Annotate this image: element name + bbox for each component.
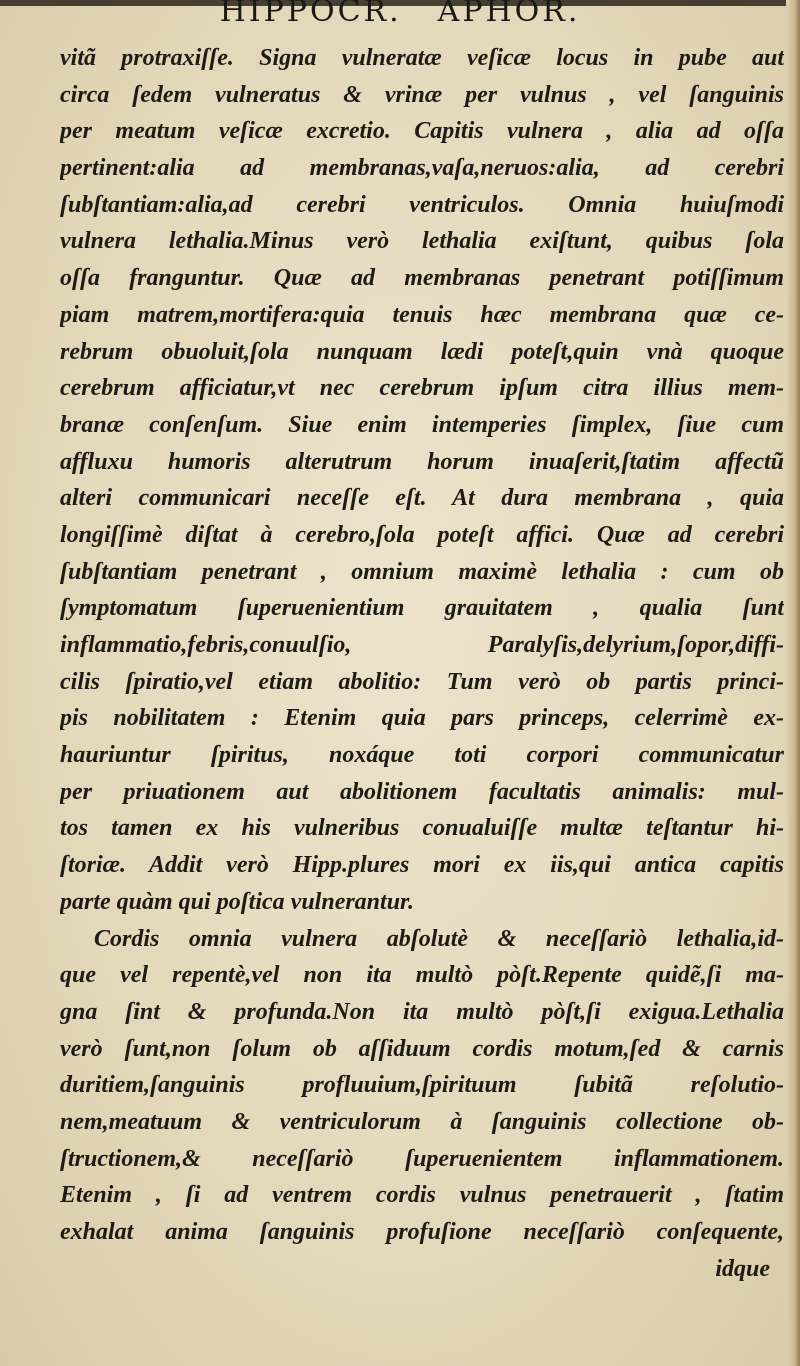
text-line: ſtoriæ. Addit verò Hipp.plures mori ex iis,qui antica capitis [60, 852, 784, 879]
text-line-paragraph-end: parte quàm qui poſtica vulnerantur. [60, 888, 415, 915]
text-line: pis nobilitatem : Etenim quia pars princeps, celerrimè ex- [60, 705, 784, 732]
text-line: exhalat anima ſanguinis profuſione neceſſariò conſequente, [60, 1219, 784, 1245]
text-line: que vel repentè,vel non ita multò pòſt.Repente quidẽ,ſi ma- [60, 962, 784, 989]
catchword: idque [715, 1255, 770, 1282]
text-line: verò ſunt,non ſolum ob aſſiduum cordis motum,ſed & carnis [60, 1035, 784, 1062]
text-line: affluxu humoris alterutrum horum inuaſerit,ſtatim affectũ [60, 448, 784, 475]
text-line-paragraph-start: Cordis omnia vulnera abſolutè & neceſſariò lethalia,id- [94, 925, 784, 952]
text-line: ſtructionem,& neceſſariò ſuperuenientem inflammationem. [60, 1145, 784, 1172]
text-line: inflammatio,febris,conuulſio, Paralyſis,delyrium,ſopor,diffi- [60, 632, 784, 658]
text-line: vitã protraxiſſe. Signa vulneratæ veſicæ locus in pube aut [60, 45, 784, 71]
text-line: oſſa franguntur. Quæ ad membranas penetrant potiſſimum [60, 265, 784, 292]
running-head-right: APHOR. [437, 0, 581, 29]
text-line: piam matrem,mortifera:quia tenuis hæc membrana quæ ce- [60, 301, 784, 328]
text-line: cerebrum afficiatur,vt nec cerebrum ipſum citra illius mem- [60, 375, 784, 402]
running-head [0, 0, 800, 29]
text-line: ſubſtantiam:alia,ad cerebri ventriculos. Omnia huiuſmodi [60, 191, 784, 218]
text-line: ſymptomatum ſuperuenientium grauitatem , qualia ſunt [60, 595, 784, 622]
text-line: branæ conſenſum. Siue enim intemperies ſimplex, ſiue cum [60, 411, 784, 438]
text-line: pertinent:alia ad membranas,vaſa,neruos:alia, ad cerebri [60, 155, 784, 182]
text-line: nem,meatuum & ventriculorum à ſanguinis collectione ob- [60, 1108, 784, 1135]
page-edge [786, 0, 800, 1366]
text-line: tos tamen ex his vulneribus conualuiſſe multæ teſtantur hi- [60, 815, 784, 842]
text-line: per priuationem aut abolitionem facultatis animalis: mul- [60, 778, 784, 805]
text-line: per meatum veſicæ excretio. Capitis vulnera , alia ad oſſa [60, 118, 784, 145]
text-block [60, 40, 784, 1287]
text-line: duritiem,ſanguinis profluuium,ſpirituum ſubitã reſolutio- [60, 1072, 784, 1099]
text-line: ſubſtantiam penetrant , omnium maximè lethalia : cum ob [60, 558, 784, 585]
text-line: cilis ſpiratio,vel etiam abolitio: Tum verò ob partis princi- [60, 668, 784, 695]
text-line: alteri communicari neceſſe eſt. At dura membrana , quia [60, 485, 784, 512]
text-line: vulnera lethalia.Minus verò lethalia exiſtunt, quibus ſola [60, 228, 784, 255]
text-line: Etenim , ſi ad ventrem cordis vulnus penetrauerit , ſtatim [60, 1182, 784, 1209]
text-line: gna ſint & profunda.Non ita multò pòſt,ſi exigua.Lethalia [60, 998, 784, 1025]
text-line: longiſſimè diſtat à cerebro,ſola poteſt affici. Quæ ad cerebri [60, 521, 784, 548]
running-head-left: HIPPOCR. [219, 0, 402, 29]
text-line: circa ſedem vulneratus & vrinæ per vulnus , vel ſanguinis [60, 81, 784, 108]
text-line: rebrum obuoluit,ſola nunquam lædi poteſt,quin vnà quoque [60, 338, 784, 365]
text-line: hauriuntur ſpiritus, noxáque toti corpori communicatur [60, 742, 784, 769]
